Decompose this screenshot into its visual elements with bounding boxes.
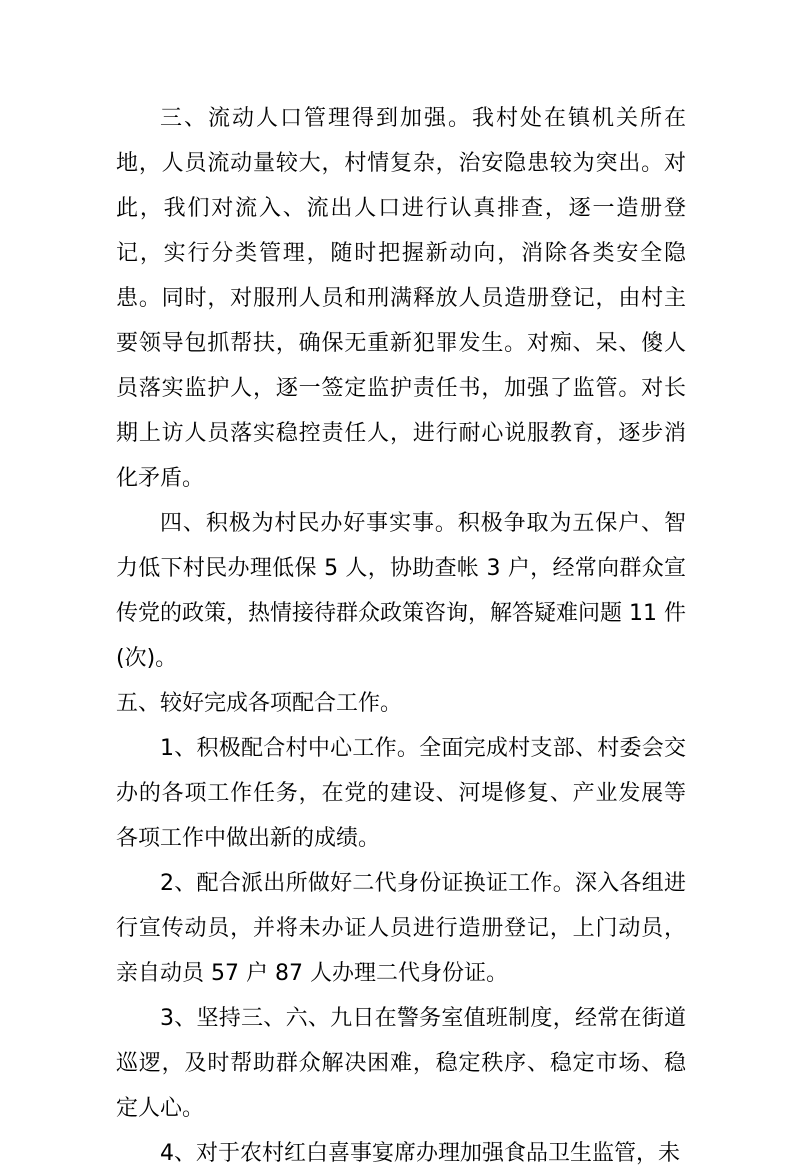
document-body — [116, 96, 686, 1176]
paragraph-item-1: 1、积极配合村中心工作。全面完成村支部、村委会交办的各项工作任务，在党的建设、河堤修复、产业发展等各项工作中做出新的成绩。 — [116, 736, 686, 851]
paragraph-item-3: 3、坚持三、六、九日在警务室值班制度，经常在街道巡逻，及时帮助群众解决困难，稳定秩序、稳定市场、稳定人心。 — [116, 1006, 686, 1121]
section-heading-cooperation: 五、较好完成各项配合工作。 — [116, 691, 403, 716]
paragraph-practical-matters: 四、积极为村民办好事实事。积极争取为五保户、智力低下村民办理低保 5 人，协助查帐 3 户，经常向群众宣传党的政策，热情接待群众政策咨询，解答疑难问题 11 件(次)。 — [116, 511, 686, 671]
paragraph-item-4: 4、对于农村红白喜事宴席办理加强食品卫生监管，未 — [160, 1141, 680, 1166]
paragraph-floating-population: 三、流动人口管理得到加强。我村处在镇机关所在地，人员流动量较大，村情复杂，治安隐患较为突出。对此，我们对流入、流出人口进行认真排查，逐一造册登记，实行分类管理，随时把握新动向，消除各类安全隐患。同时，对服刑人员和刑满释放人员造册登记，由村主要领导包抓帮扶，确保无重新犯罪发生。对痴、呆、傻人员落实监护人，逐一签定监护责任书，加强了监管。对长期上访人员落实稳控责任人，进行耐心说服教育，逐步消化矛盾。 — [116, 106, 686, 491]
paragraph-item-2: 2、配合派出所做好二代身份证换证工作。深入各组进行宣传动员，并将未办证人员进行造册登记，上门动员，亲自动员 57 户 87 人办理二代身份证。 — [116, 871, 686, 986]
